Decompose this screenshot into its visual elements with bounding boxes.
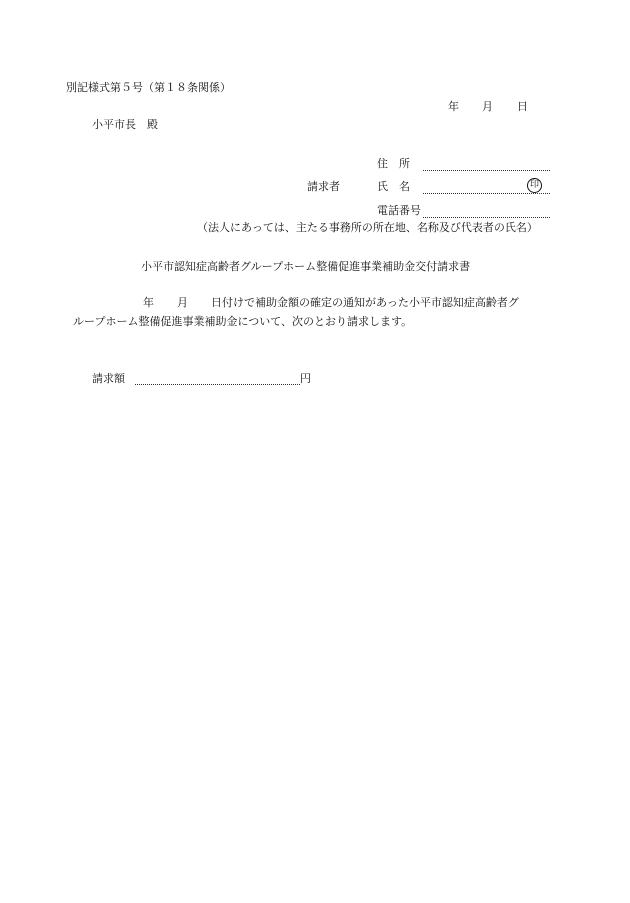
body-year-label: 年 — [143, 296, 154, 309]
body-line-1: 日付けで補助金額の確定の通知があった小平市認知症高齢者グ — [211, 296, 519, 309]
seal-mark-icon: 印 — [527, 178, 542, 193]
amount-field-line — [135, 384, 300, 385]
address-field-line — [423, 170, 550, 171]
form-identifier: 別記様式第５号（第１８条関係） — [66, 81, 231, 94]
date-month-label: 月 — [482, 100, 493, 113]
corporate-note: （法人にあっては、主たる事務所の所在地、名称及び代表者の氏名） — [197, 221, 538, 234]
date-year-label: 年 — [448, 100, 459, 113]
body-line-2: ループホーム整備促進事業補助金について、次のとおり請求します。 — [73, 315, 413, 328]
phone-label: 電話番号 — [377, 204, 421, 217]
addressee: 小平市長 殿 — [92, 118, 158, 131]
amount-unit: 円 — [300, 372, 311, 385]
phone-field-line — [423, 217, 550, 218]
address-label: 住 所 — [377, 157, 410, 170]
document-title: 小平市認知症高齢者グループホーム整備促進事業補助金交付請求書 — [141, 260, 471, 273]
name-field-line — [423, 193, 550, 194]
amount-label: 請求額 — [92, 372, 125, 385]
name-label: 氏 名 — [377, 180, 410, 193]
body-month-label: 月 — [177, 296, 188, 309]
date-day-label: 日 — [517, 100, 528, 113]
requester-label: 請求者 — [307, 180, 340, 193]
